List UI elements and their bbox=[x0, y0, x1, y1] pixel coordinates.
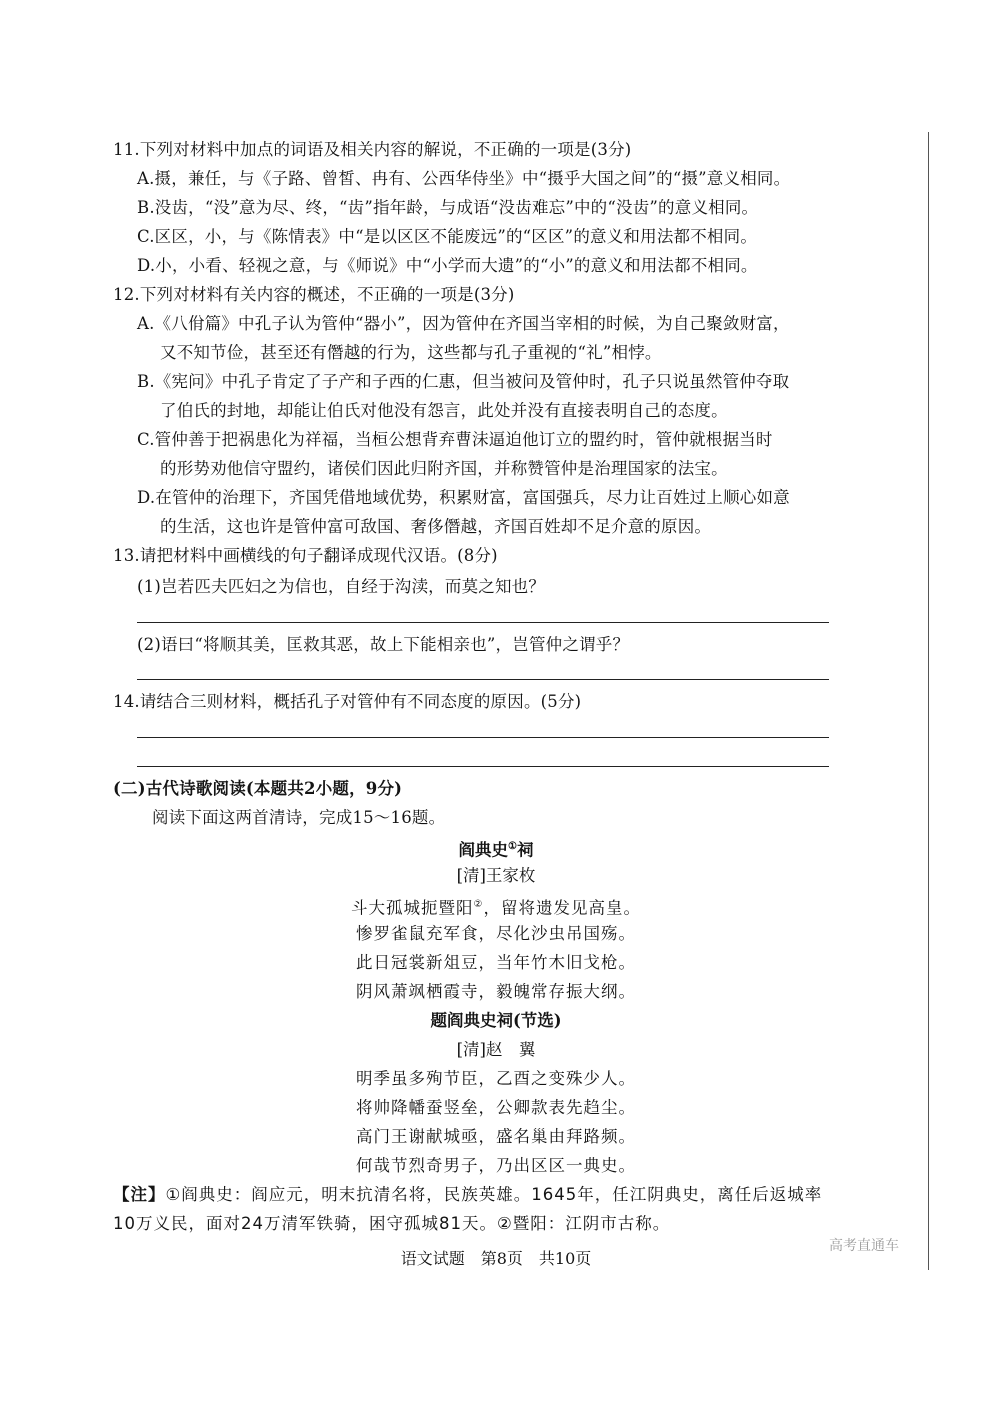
poem2-author: [清]赵 翼 bbox=[456, 1040, 536, 1059]
q11-option-d: D.小，小看、轻视之意，与《师说》中“小学而大遗”的“小”的意义和用法都不相同。 bbox=[137, 256, 758, 275]
q11-option-c: C.区区，小，与《陈情表》中“是以区区不能废远”的“区区”的意义和用法都不相同。 bbox=[137, 227, 758, 246]
answer-line-q14-2[interactable] bbox=[137, 766, 829, 767]
answer-line-q13-2[interactable] bbox=[137, 679, 829, 680]
page-footer: 语文试题 第8页 共10页 bbox=[400, 1249, 592, 1268]
section-intro: 阅读下面这两首清诗，完成15～16题。 bbox=[152, 808, 446, 827]
q12-option-c-line2: 的形势劝他信守盟约，诸侯们因此归附齐国，并称赞管仲是治理国家的法宝。 bbox=[160, 459, 728, 478]
poem2-line-4: 何哉节烈奇男子，乃出区区一典史。 bbox=[356, 1156, 636, 1175]
q12-option-d-line1: D.在管仲的治理下，齐国凭借地域优势，积累财富，富国强兵，尽力让百姓过上顺心如意 bbox=[137, 488, 790, 507]
poem1-line-3: 此日冠裳新俎豆，当年竹木旧戈枪。 bbox=[356, 953, 636, 972]
q13-stem: 13.请把材料中画横线的句子翻译成现代汉语。(8分) bbox=[113, 546, 498, 565]
poem1-author: [清]王家枚 bbox=[456, 866, 536, 885]
poem1-line1-note-mark: ② bbox=[473, 899, 484, 910]
answer-line-q13-1[interactable] bbox=[137, 622, 829, 623]
watermark: 高考直通车 bbox=[829, 1238, 899, 1254]
poem2-line-2: 将帅降幡蚕竖垒，公卿款表先趋尘。 bbox=[356, 1098, 636, 1117]
poem1-note-mark: ① bbox=[508, 841, 517, 852]
poem2-title: 题阎典史祠(节选) bbox=[430, 1011, 562, 1030]
q12-option-b-line1: B.《宪问》中孔子肯定了子产和子西的仁惠，但当被问及管仲时，孔子只说虽然管仲夺取 bbox=[137, 372, 790, 391]
notes-line-2: 10万义民，面对24万清军铁骑，困守孤城81天。②暨阳：江阴市古称。 bbox=[113, 1214, 671, 1233]
notes-label: 【注】 bbox=[113, 1185, 166, 1204]
q12-option-c-line1: C.管仲善于把祸患化为祥福，当桓公想背弃曹沫逼迫他订立的盟约时，管仲就根据当时 bbox=[137, 430, 773, 449]
q13-sentence-2: (2)语曰“将顺其美，匡救其恶，故上下能相亲也”，岂管仲之谓乎？ bbox=[137, 635, 630, 654]
poem1-line-1: 斗大孤城扼暨阳②，留将遗发见高皇。 bbox=[351, 898, 641, 918]
q12-option-d-line2: 的生活，这也许是管仲富可敌国、奢侈僭越，齐国百姓却不足介意的原因。 bbox=[160, 517, 712, 536]
q11-option-a: A.摄，兼任，与《子路、曾皙、冉有、公西华侍坐》中“摄乎大国之间”的“摄”意义相同。 bbox=[137, 169, 791, 188]
q12-stem: 12.下列对材料有关内容的概述，不正确的一项是(3分) bbox=[113, 285, 515, 304]
answer-line-q14-1[interactable] bbox=[137, 737, 829, 738]
poem1-line-2: 惨罗雀鼠充军食，尽化沙虫吊国殇。 bbox=[356, 924, 636, 943]
q11-option-b: B.没齿，“没”意为尽、终，“齿”指年龄，与成语“没齿难忘”中的“没齿”的意义相同。 bbox=[137, 198, 759, 217]
poem2-line-1: 明季虽多殉节臣，乙酉之变殊少人。 bbox=[356, 1069, 636, 1088]
poem2-line-3: 高门王谢献城亟，盛名巢由拜路频。 bbox=[356, 1127, 636, 1146]
q13-sentence-1: (1)岂若匹夫匹妇之为信也，自经于沟渎，而莫之知也？ bbox=[137, 577, 546, 596]
q14-stem: 14.请结合三则材料，概括孔子对管仲有不同态度的原因。(5分) bbox=[113, 692, 582, 711]
section-heading: (二)古代诗歌阅读(本题共2小题，9分) bbox=[113, 779, 403, 798]
poem1-title: 阎典史①祠 bbox=[458, 840, 534, 860]
q12-option-b-line2: 了伯氏的封地，却能让伯氏对他没有怨言，此处并没有直接表明自己的态度。 bbox=[160, 401, 728, 420]
q11-stem: 11.下列对材料中加点的词语及相关内容的解说，不正确的一项是(3分) bbox=[113, 140, 632, 159]
q12-option-a-line1: A.《八佾篇》中孔子认为管仲“器小”，因为管仲在齐国当宰相的时候，为自己聚敛财富， bbox=[137, 314, 790, 333]
notes-line-1: 【注】①阎典史：阎应元，明末抗清名将，民族英雄。1645年，任江阴典史，离任后返城率 bbox=[113, 1185, 823, 1204]
poem1-line-4: 阴风萧飒栖霞寺，毅魄常存振大纲。 bbox=[356, 982, 636, 1001]
q12-option-a-line2: 又不知节俭，甚至还有僭越的行为，这些都与孔子重视的“礼”相悖。 bbox=[160, 343, 662, 362]
